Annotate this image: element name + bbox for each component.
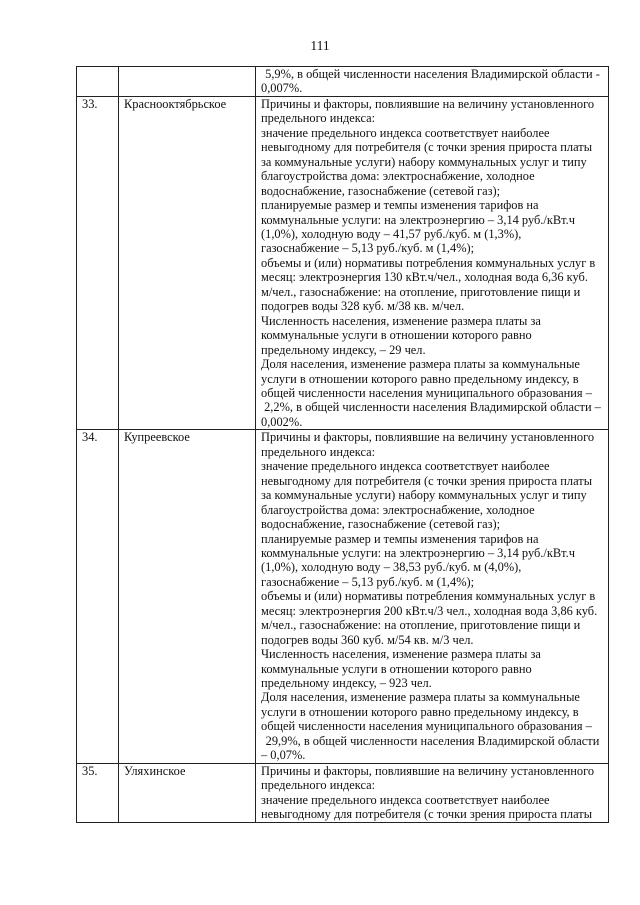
description-line: месяц: электроэнергия 200 кВт.ч/3 чел., холодная вода 3,86 куб. <box>261 603 598 618</box>
description-line: благоустройства дома: электроснабжение, холодное <box>261 502 535 517</box>
description-line: значение предельного индекса соответствует наиболее <box>261 459 550 474</box>
row-number: 34. <box>77 430 119 763</box>
description-line: планируемые размер и темпы изменения тарифов на <box>261 198 539 213</box>
description-cell <box>256 763 609 822</box>
description-line: газоснабжение – 5,13 руб./куб. м (1,4%); <box>261 574 475 589</box>
municipality-name: Уляхинское <box>119 763 256 822</box>
description-line: 2,2%, в общей численности населения Владимирской области – <box>264 400 601 415</box>
row-number <box>77 67 119 97</box>
description-cell <box>256 96 609 429</box>
description-line: Численность населения, изменение размера платы за <box>261 647 541 662</box>
description-line: предельного индекса: <box>261 778 376 793</box>
table-body <box>77 67 609 823</box>
description-line: подогрев воды 360 куб. м/54 кв. м/3 чел. <box>261 632 474 647</box>
description-line: (1,0%), холодную воду – 38,53 руб./куб. м (4,0%), <box>261 560 522 575</box>
description-line: Численность населения, изменение размера платы за <box>261 313 541 328</box>
municipality-name: Краснооктябрьское <box>119 96 256 429</box>
description-cell <box>256 430 609 763</box>
description-line: невыгодному для потребителя (с точки зрения прироста платы <box>261 473 593 488</box>
description-line: планируемые размер и темпы изменения тарифов на <box>261 531 539 546</box>
description-line: за коммунальные услуги) набору коммунальных услуг и типу <box>261 488 587 503</box>
description-line: коммунальные услуги: на электроэнергию – 3,14 руб./кВт.ч <box>261 545 575 560</box>
description-line: объемы и (или) нормативы потребления коммунальных услуг в <box>261 589 596 604</box>
description-line: газоснабжение – 5,13 руб./куб. м (1,4%); <box>261 241 475 256</box>
table-row <box>77 96 609 429</box>
description-line: услуги в отношении которого равно предельному индексу, в <box>261 704 579 719</box>
row-number: 33. <box>77 96 119 429</box>
description-line: водоснабжение, газоснабжение (сетевой газ); <box>261 183 501 198</box>
description-line: общей численности населения муниципального образования – <box>261 385 592 400</box>
description-line: предельному индексу, – 923 чел. <box>261 676 432 691</box>
table-row <box>77 763 609 822</box>
description-line: Причины и факторы, повлиявшие на величину установленного <box>261 96 595 111</box>
description-line: услуги в отношении которого равно предельному индексу, в <box>261 371 579 386</box>
page-number: 111 <box>310 38 330 53</box>
description-line: 0,002%. <box>261 414 303 429</box>
description-line: предельному индексу, – 29 чел. <box>261 342 426 357</box>
description-line: невыгодному для потребителя (с точки зрения прироста платы <box>261 140 593 155</box>
table-row <box>77 67 609 97</box>
description-line: предельного индекса: <box>261 111 376 126</box>
description-line: коммунальные услуги: на электроэнергию – 3,14 руб./кВт.ч <box>261 212 575 227</box>
municipality-name: Купреевское <box>119 430 256 763</box>
description-line: коммунальные услуги в отношении которого равно <box>261 328 532 343</box>
indices-table <box>76 66 609 823</box>
description-line: невыгодному для потребителя (с точки зрения прироста платы <box>261 807 593 822</box>
description-line: 29,9%, в общей численности населения Владимирской области <box>265 733 600 748</box>
description-line: Доля населения, изменение размера платы за коммунальные <box>261 357 580 372</box>
municipality-name <box>119 67 256 97</box>
description-line: предельного индекса: <box>261 444 376 459</box>
description-line: значение предельного индекса соответствует наиболее <box>261 792 550 807</box>
description-line: Доля населения, изменение размера платы за коммунальные <box>261 690 580 705</box>
description-line: м/чел., газоснабжение: на отопление, приготовление пищи и <box>261 284 581 299</box>
row-number: 35. <box>77 763 119 822</box>
description-line: м/чел., газоснабжение: на отопление, приготовление пищи и <box>261 618 581 633</box>
description-line: 5,9%, в общей численности населения Владимирской области - <box>265 67 600 81</box>
description-line: месяц: электроэнергия 130 кВт.ч/чел., холодная вода 6,36 куб. <box>261 270 588 285</box>
description-line: коммунальные услуги в отношении которого равно <box>261 661 532 676</box>
description-line: значение предельного индекса соответствует наиболее <box>261 125 550 140</box>
description-line: Причины и факторы, повлиявшие на величину установленного <box>261 763 595 778</box>
description-line: водоснабжение, газоснабжение (сетевой газ); <box>261 517 501 532</box>
description-line: общей численности населения муниципального образования – <box>261 719 592 734</box>
description-line: – 0,07%. <box>261 748 306 763</box>
description-line: подогрев воды 328 куб. м/38 кв. м/чел. <box>261 299 465 314</box>
description-line: за коммунальные услуги) набору коммунальных услуг и типу <box>261 154 587 169</box>
description-line: благоустройства дома: электроснабжение, холодное <box>261 169 535 184</box>
description-cell <box>256 67 609 97</box>
description-line: Причины и факторы, повлиявшие на величину установленного <box>261 430 595 445</box>
table-row <box>77 430 609 763</box>
description-line: (1,0%), холодную воду – 41,57 руб./куб. м (1,3%), <box>261 226 522 241</box>
description-line: 0,007%. <box>261 81 303 96</box>
description-line: объемы и (или) нормативы потребления коммунальных услуг в <box>261 255 596 270</box>
